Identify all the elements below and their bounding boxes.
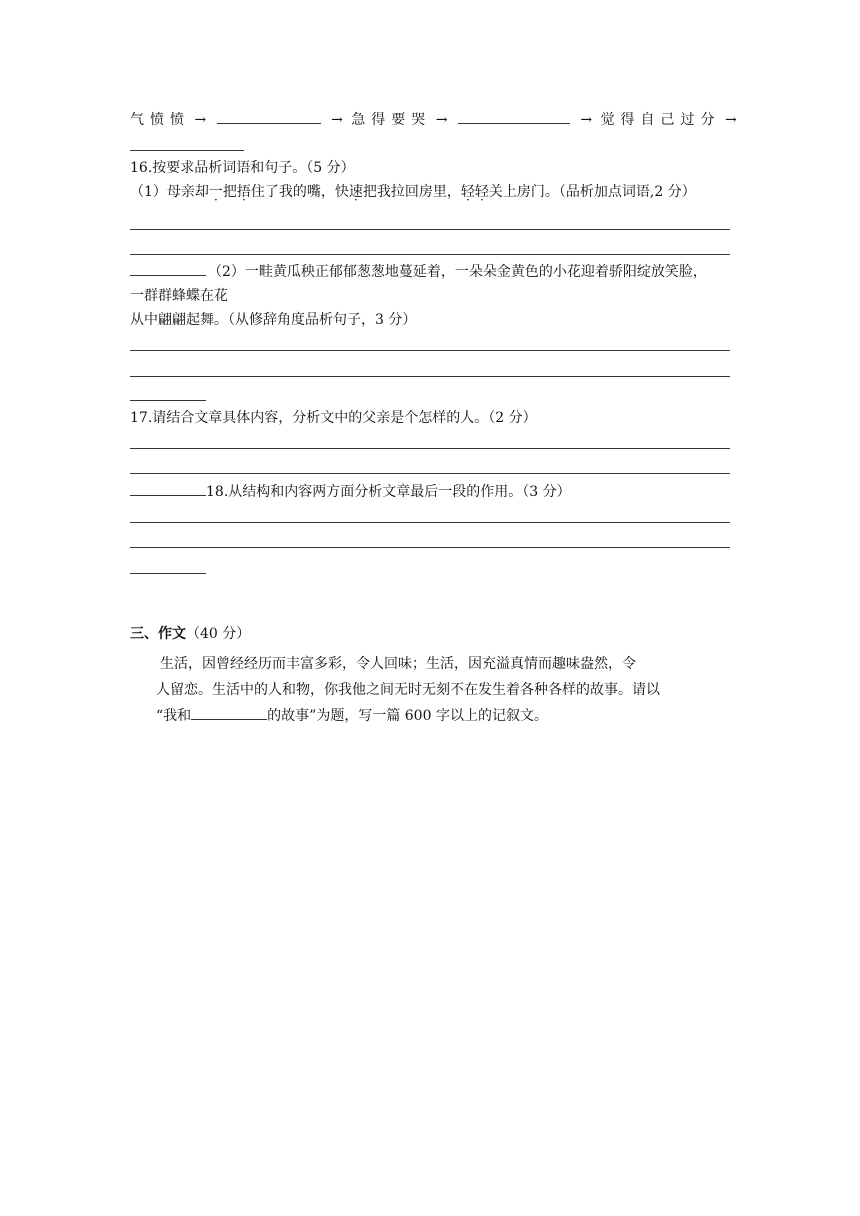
flow-step-1: 气愤愤 xyxy=(130,112,190,128)
q16-part1 xyxy=(130,183,696,201)
q16-part2-text: （2）一畦黄瓜秧正郁郁葱葱地蔓延着，一朵朵金黄色的小花迎着骄阳绽放笑脸， xyxy=(208,264,707,280)
essay-prompt-line2: 人留恋。生活中的人和物，你我他之间无时无刻不在发生着各种各样的故事。请以 xyxy=(156,682,660,698)
q16-title: 16.按要求品析词语和句子。（5 分） xyxy=(130,160,355,176)
answer-line[interactable] xyxy=(130,254,730,255)
title-blank[interactable] xyxy=(191,706,267,720)
answer-line[interactable] xyxy=(130,522,730,523)
arrow-icon: → xyxy=(194,112,207,128)
answer-line[interactable] xyxy=(130,448,730,449)
flow-blank-2[interactable] xyxy=(458,110,570,124)
answer-line[interactable] xyxy=(130,400,206,401)
q16-part1-text: 把 xyxy=(222,184,237,200)
dotted-char: 捂 xyxy=(236,184,251,200)
flow-step-2: 急得要哭 xyxy=(351,112,432,128)
dotted-char: 轻 xyxy=(474,184,489,200)
dotted-char: 速 xyxy=(348,184,363,200)
section3-heading xyxy=(130,625,250,643)
q16-part2 xyxy=(130,262,707,281)
answer-line[interactable] xyxy=(130,350,730,351)
flow-blank-1[interactable] xyxy=(217,110,321,124)
q17-title: 17.请结合文章具体内容，分析文中的父亲是个怎样的人。（2 分） xyxy=(130,410,537,426)
q16-part2-cont2: 从中翩翩起舞。（从修辞角度品析句子，3 分） xyxy=(130,312,417,328)
q16-part1-text: （1）母亲却 xyxy=(130,184,209,200)
answer-line[interactable] xyxy=(130,262,206,276)
answer-line[interactable] xyxy=(130,376,730,377)
arrow-icon: → xyxy=(580,112,593,128)
flow-step-3: 觉得自己过分 xyxy=(600,112,721,128)
essay-prompt-line1: 生活，因曾经经历而丰富多彩，令人回味；生活，因充溢真情而趣味盎然，令 xyxy=(160,656,636,672)
answer-line[interactable] xyxy=(130,573,206,574)
essay-prompt-line3 xyxy=(156,706,548,725)
q16-part1-text: 住了我的嘴，快 xyxy=(250,184,349,200)
flow-blank-3[interactable] xyxy=(130,150,244,151)
dotted-char: 一 xyxy=(208,184,223,200)
q18-title: 18.从结构和内容两方面分析文章最后一段的作用。（3 分） xyxy=(206,484,571,500)
answer-line[interactable] xyxy=(130,547,730,548)
section3-points: （40 分） xyxy=(186,626,251,642)
essay-prompt-text: “我和 xyxy=(156,708,192,724)
arrow-icon: → xyxy=(725,112,737,128)
answer-line[interactable] xyxy=(130,229,730,230)
dotted-char: 轻 xyxy=(460,184,475,200)
q16-part1-text: 把我拉回房里， xyxy=(362,184,461,200)
q18-line xyxy=(130,482,571,501)
answer-line[interactable] xyxy=(130,473,730,474)
arrow-icon: → xyxy=(331,112,343,128)
q16-part1-text: 关上房门。（品析加点词语,2 分） xyxy=(488,184,696,200)
essay-prompt-text: 的故事”为题，写一篇 600 字以上的记叙文。 xyxy=(267,708,548,724)
arrow-icon: → xyxy=(435,112,448,128)
answer-line[interactable] xyxy=(130,482,206,496)
section3-title: 三、作文 xyxy=(130,626,186,642)
q16-part2-cont: 一群群蜂蝶在花 xyxy=(130,288,228,304)
emotion-flow-line xyxy=(130,110,737,129)
